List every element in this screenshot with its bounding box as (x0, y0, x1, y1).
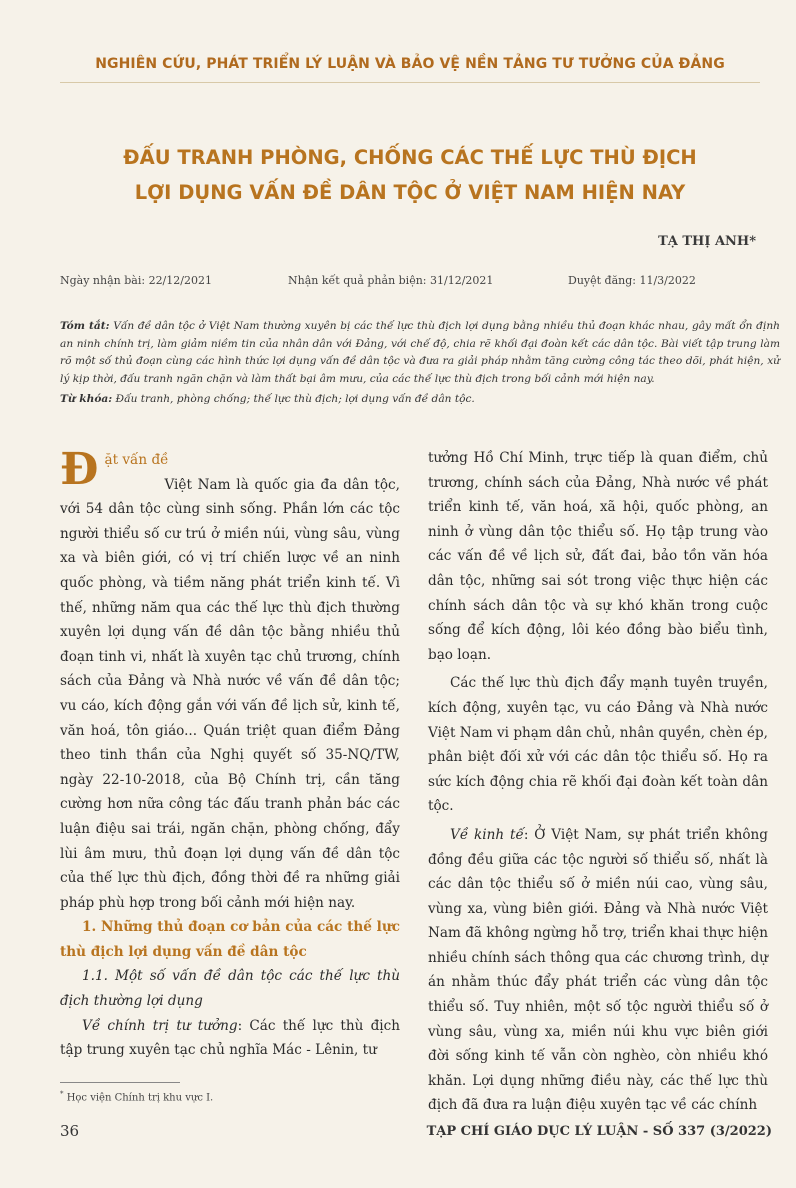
date-accepted: Duyệt đăng: 11/3/2022 (568, 274, 696, 287)
subsection-1-1-heading: 1.1. Một số vấn đề dân tộc các thế lực thù địch thường lợi dụng (60, 968, 400, 1010)
body-column-left (60, 444, 401, 1063)
politics-text: : Các thế lực thù địch tập trung xuyên tạc chủ nghĩa Mác - Lênin, tư (60, 1017, 401, 1059)
article-title (100, 140, 720, 210)
body-column-right (428, 446, 768, 1118)
economy-paragraph (428, 823, 768, 1118)
abstract-block (60, 318, 780, 409)
drop-cap: Đ (60, 444, 99, 495)
journal-footer: TẠP CHÍ GIÁO DỤC LÝ LUẬN - SỐ 337 (3/2022) (426, 1124, 772, 1139)
footnote (60, 1090, 213, 1103)
keywords-label: Từ khóa: (60, 393, 113, 405)
abstract-text: Vấn đề dân tộc ở Việt Nam thường xuyên bị các thế lực thù địch lợi dụng bằng nhiều thủ đoạn khác nhau, gây mất ổn định an ninh chính trị, làm giảm niềm tin của nhân dân với Đảng, với chế độ, chia rẽ khối đại đoàn kết các dân tộc. Bài viết tập trung làm rõ một số thủ đoạn cùng các hình thức lợi dụng vấn đề dân tộc và đưa ra giải pháp nhằm tăng cường công tác theo dõi, phát hiện, xử lý kịp thời, đấu tranh ngăn chặn và làm thất bại âm mưu, của các thế lực thù địch trong bối cảnh mới hiện nay. (60, 320, 780, 385)
article-title-line-2: LỢI DỤNG VẤN ĐỀ DÂN TỘC Ở VIỆT NAM HIỆN NAY (134, 181, 686, 204)
header-divider (60, 82, 760, 83)
date-received: Ngày nhận bài: 22/12/2021 (60, 274, 212, 287)
author-name: TẠ THỊ ANH* (658, 234, 756, 249)
footnote-text: Học viện Chính trị khu vực I. (66, 1092, 214, 1104)
right-paragraph-1: tưởng Hồ Chí Minh, trực tiếp là quan điểm, chủ trương, chính sách của Đảng, Nhà nước về phát triển kinh tế, văn hoá, xã hội, quốc phòng, an ninh ở vùng dân tộc thiểu số. Họ tập trung vào các vấn đề về lịch sử, đất đai, bảo tồn văn hóa dân tộc, những sai sót trong việc thực hiện các chính sách dân tộc và sự khó khăn trong cuộc sống để kích động, lôi kéo đồng bào biểu tình, bạo loạn. (428, 450, 768, 663)
politics-label: Về chính trị tư tưởng (82, 1017, 238, 1034)
section-1-heading: 1. Những thủ đoạn cơ bản của các thế lực thù địch lợi dụng vấn đề dân tộc (60, 919, 400, 960)
article-dates (60, 274, 760, 292)
right-paragraph-2: Các thế lực thù địch đẩy mạnh tuyên truyền, kích động, xuyên tạc, vu cáo Đảng và Nhà nước Việt Nam vi phạm dân chủ, nhân quyền, chèn ép, phân biệt đối xử với các dân tộc thiểu số. Họ ra sức kích động chia rẽ khối đại đoàn kết toàn dân tộc. (428, 675, 768, 815)
abstract-label: Tóm tắt: (60, 320, 110, 332)
economy-label: Về kinh tế (450, 826, 524, 843)
keywords (60, 391, 780, 409)
running-title: NGHIÊN CỨU, PHÁT TRIỂN LÝ LUẬN VÀ BẢO VỆ NỀN TẢNG TƯ TƯỞNG CỦA ĐẢNG (95, 56, 725, 72)
article-title-line-1: ĐẤU TRANH PHÒNG, CHỐNG CÁC THẾ LỰC THÙ ĐỊCH (123, 146, 697, 169)
date-reviewed: Nhận kết quả phản biện: 31/12/2021 (288, 274, 494, 287)
intro-section (60, 444, 400, 915)
abstract (60, 318, 780, 388)
keywords-text: Đấu tranh, phòng chống; thế lực thù địch; lợi dụng vấn đề dân tộc. (112, 393, 475, 405)
page-number: 36 (60, 1122, 80, 1140)
economy-text: : Ở Việt Nam, sự phát triển không đồng đều giữa các tộc người số thiểu số, nhất là các dân tộc thiểu số ở miền núi cao, vùng sâu, vùng xa, vùng biên giới. Đảng và Nhà nước Việt Nam đã không ngừng hỗ trợ, triển khai thực hiện nhiều chính sách thông qua các chương trình, dự án nhằm thúc đẩy phát triển các vùng dân tộc thiểu số. Tuy nhiên, một số tộc người thiểu số ở vùng sâu, vùng xa, miền núi khu vực biên giới đời sống kinh tế vẫn còn nghèo, còn nhiều khó khăn. Lợi dụng những điều này, các thế lực thù địch đã đưa ra luận điệu xuyên tạc về các chính (428, 826, 769, 1114)
intro-heading: ặt vấn đề (104, 452, 169, 468)
intro-paragraph: Việt Nam là quốc gia đa dân tộc, với 54 dân tộc cùng sinh sống. Phần lớn các tộc người thiểu số cư trú ở miền núi, vùng sâu, vùng xa và biên giới, có vị trí chiến lược về an ninh quốc phòng, và tiềm năng phát triển kinh tế. Vì thế, những năm qua các thế lực thù địch thường xuyên lợi dụng vấn đề dân tộc bằng nhiều thủ đoạn tinh vi, nhất là xuyên tạc chủ trương, chính sách của Đảng và Nhà nước về vấn đề dân tộc; vu cáo, kích động gắn với vấn đề lịch sử, kinh tế, văn hoá, tôn giáo... Quán triệt quan điểm Đảng theo tinh thần của Nghị quyết số 35-NQ/TW, ngày 22-10-2018, của Bộ Chính trị, cần tăng cường hơn nữa công tác đấu tranh phản bác các luận điệu sai trái, ngăn chặn, phòng chống, đẩy lùi âm mưu, thủ đoạn lợi dụng vấn đề dân tộc của thế lực thù địch, đồng thời đề ra những giải pháp phù hợp trong bối cảnh mới hiện nay. (60, 476, 400, 911)
politics-paragraph (60, 1014, 400, 1063)
footnote-mark: * (60, 1090, 64, 1098)
footnote-divider (60, 1082, 180, 1083)
